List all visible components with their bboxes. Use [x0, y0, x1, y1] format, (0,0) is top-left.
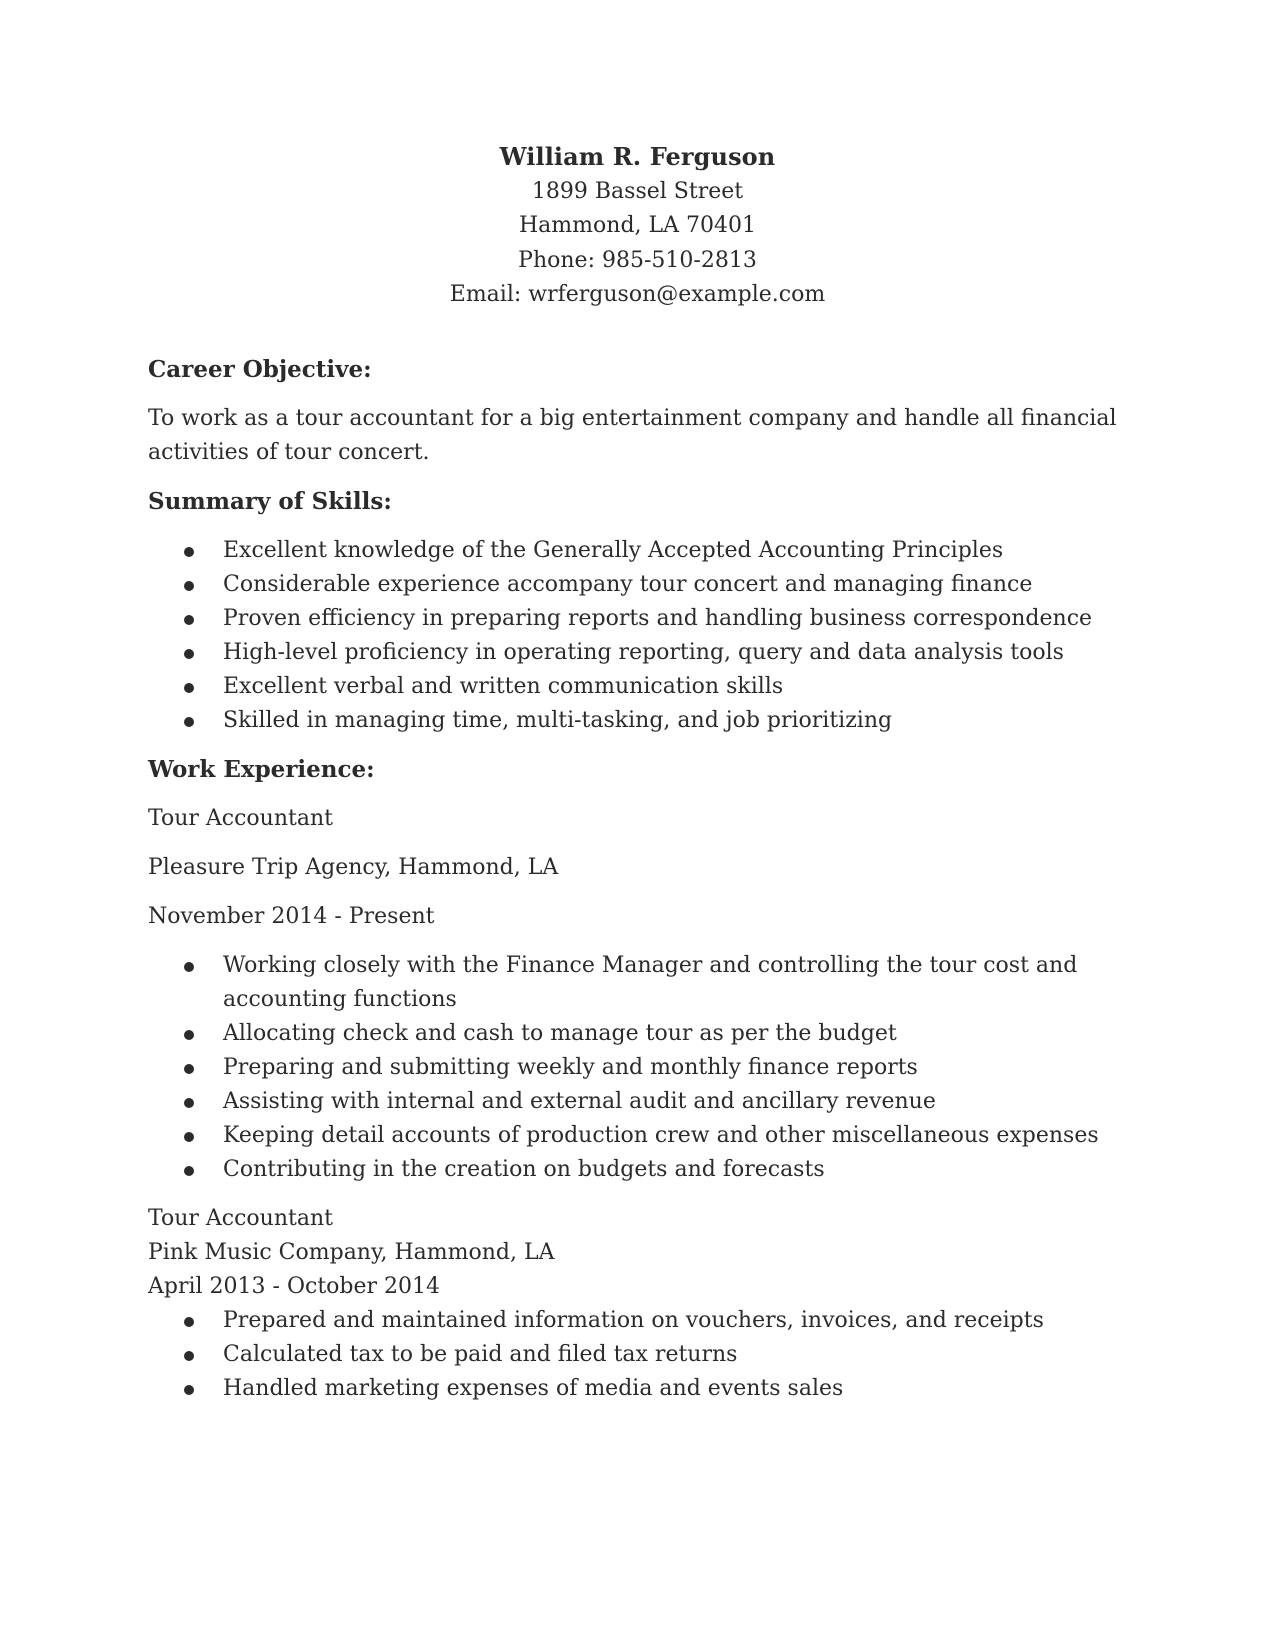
duty-text: Handled marketing expenses of media and events sales	[223, 1375, 844, 1401]
email-address: Email: wrferguson@example.com	[449, 282, 826, 307]
bullet-icon	[184, 1132, 194, 1142]
duty-text: Working closely with the Finance Manager and controlling the tour cost and	[223, 952, 1078, 978]
duty-item	[148, 1304, 1128, 1338]
duty-text-continued: accounting functions	[223, 986, 457, 1012]
duty-item	[148, 1085, 1128, 1119]
skill-item	[148, 568, 1128, 602]
objective-line: To work as a tour accountant for a big entertainment company and handle all financial	[148, 405, 1117, 431]
duty-item	[148, 1372, 1128, 1406]
job-role: Tour Accountant	[148, 805, 333, 831]
duty-text: Preparing and submitting weekly and monthly finance reports	[223, 1054, 918, 1080]
skill-item	[148, 602, 1128, 636]
duty-item	[148, 1051, 1128, 1085]
skill-item	[148, 534, 1128, 568]
skills-list	[148, 534, 1128, 738]
bullet-icon	[184, 581, 194, 591]
skill-text: Skilled in managing time, multi-tasking, and job prioritizing	[223, 707, 893, 733]
job-dates: April 2013 - October 2014	[148, 1273, 441, 1299]
bullet-icon	[184, 1030, 194, 1040]
duty-item	[148, 1153, 1128, 1187]
bullet-icon	[184, 1317, 194, 1327]
city-state-zip: Hammond, LA 70401	[519, 213, 756, 238]
bullet-icon	[184, 615, 194, 625]
career-objective-heading: Career Objective:	[148, 355, 372, 383]
bullet-icon	[184, 1064, 194, 1074]
phone-number: Phone: 985-510-2813	[518, 247, 757, 273]
job-company: Pleasure Trip Agency, Hammond, LA	[148, 854, 559, 880]
skill-text: Considerable experience accompany tour concert and managing finance	[223, 571, 1033, 597]
job-entry	[148, 1202, 1128, 1406]
duty-item	[148, 1119, 1128, 1153]
bullet-icon	[184, 547, 194, 557]
skill-text: Excellent verbal and written communication skills	[223, 673, 784, 699]
contact-header	[0, 140, 1275, 313]
job-company: Pink Music Company, Hammond, LA	[148, 1239, 555, 1265]
bullet-icon	[184, 1385, 194, 1395]
bullet-icon	[184, 717, 194, 727]
career-objective-text	[148, 402, 1128, 470]
duty-item	[148, 1017, 1128, 1051]
duty-item	[148, 949, 1128, 1017]
applicant-name: William R. Ferguson	[499, 142, 776, 171]
skill-item	[148, 704, 1128, 738]
bullet-icon	[184, 1166, 194, 1176]
duty-text: Calculated tax to be paid and filed tax returns	[223, 1341, 738, 1367]
duty-text: Prepared and maintained information on vouchers, invoices, and receipts	[223, 1307, 1044, 1333]
job-role: Tour Accountant	[148, 1205, 333, 1231]
bullet-icon	[184, 683, 194, 693]
duty-text: Keeping detail accounts of production crew and other miscellaneous expenses	[223, 1122, 1099, 1148]
skill-text: Excellent knowledge of the Generally Accepted Accounting Principles	[223, 537, 1004, 563]
duty-text: Assisting with internal and external audit and ancillary revenue	[223, 1088, 936, 1114]
skill-item	[148, 636, 1128, 670]
objective-line: activities of tour concert.	[148, 439, 430, 465]
bullet-icon	[184, 1351, 194, 1361]
job-dates: November 2014 - Present	[148, 903, 435, 929]
bullet-icon	[184, 962, 194, 972]
skill-text: Proven efficiency in preparing reports and handling business correspondence	[223, 605, 1093, 631]
duty-text: Contributing in the creation on budgets and forecasts	[223, 1156, 825, 1182]
bullet-icon	[184, 649, 194, 659]
duty-text: Allocating check and cash to manage tour as per the budget	[223, 1020, 897, 1046]
skill-item	[148, 670, 1128, 704]
street-address: 1899 Bassel Street	[531, 178, 744, 204]
skills-heading: Summary of Skills:	[148, 487, 392, 515]
work-experience-heading: Work Experience:	[148, 755, 375, 783]
resume-content	[148, 140, 1128, 1421]
duty-item	[148, 1338, 1128, 1372]
bullet-icon	[184, 1098, 194, 1108]
job-duties-list	[148, 1304, 1128, 1406]
job-duties-list	[148, 949, 1128, 1187]
skill-text: High-level proficiency in operating reporting, query and data analysis tools	[223, 639, 1064, 665]
